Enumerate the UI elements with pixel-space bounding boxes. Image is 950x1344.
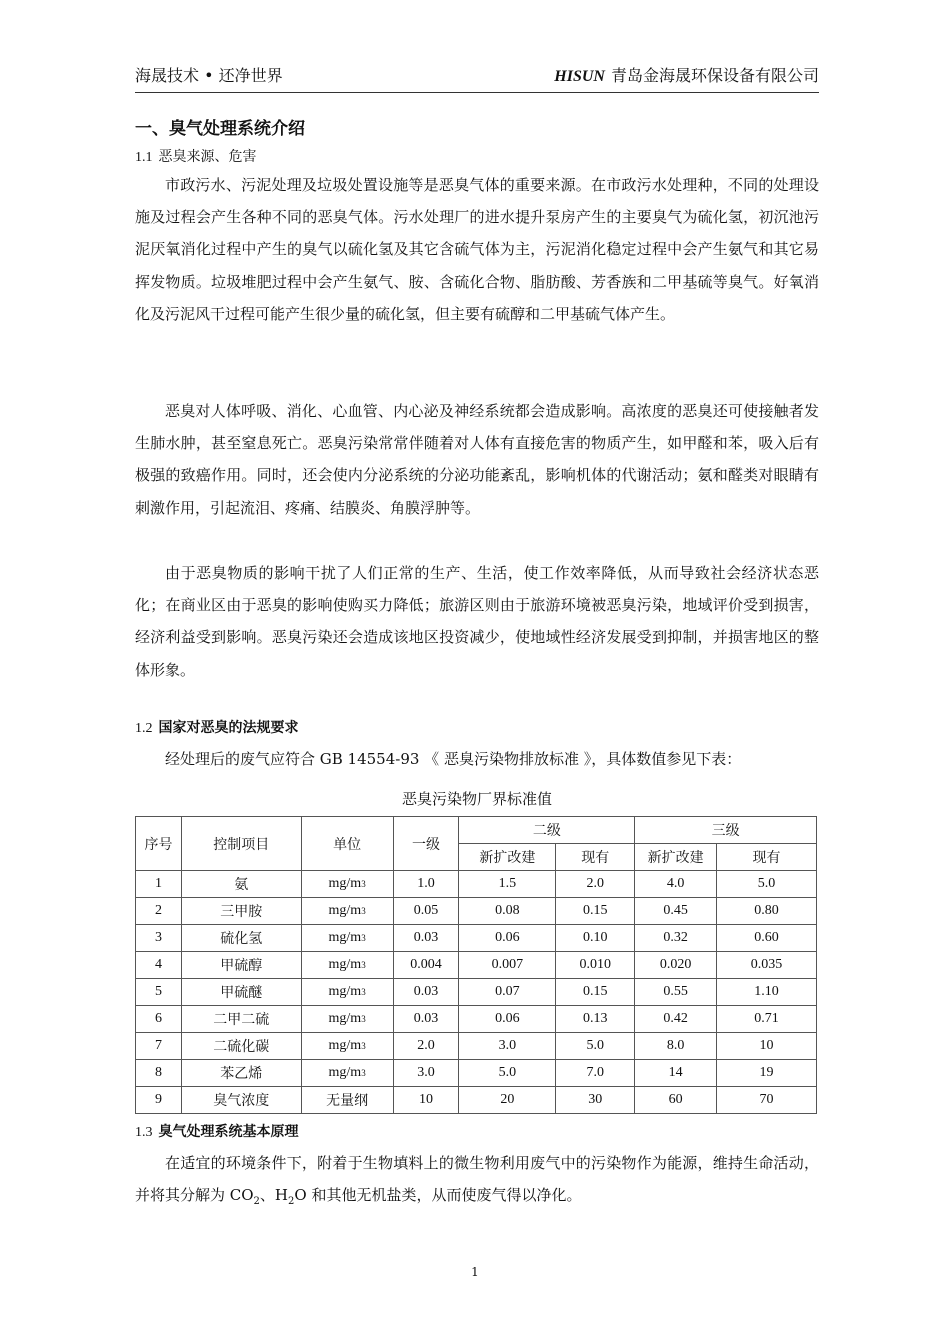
cell-no: 2 [136,898,182,925]
cell-grade3-existing: 0.80 [717,898,817,925]
cell-no: 6 [136,1006,182,1033]
cell-grade3-existing: 5.0 [717,871,817,898]
table-row [136,925,817,952]
cell-item: 甲硫醚 [181,979,301,1006]
table-row [136,1006,817,1033]
table-row [136,1060,817,1087]
paragraph-odor-sources: 市政污水、污泥处理及垃圾处置设施等是恶臭气体的重要来源。在市政污水处理种，不同的处理设施及过程会产生各种不同的恶臭气体。污水处理厂的进水提升泵房产生的主要臭气为硫化氢，初沉池污泥厌氧消化过程中产生的臭气以硫化氢及其它含硫气体为主，污泥消化稳定过程中会产生氨气和其它易挥发物质。垃圾堆肥过程中会产生氨气、胺、含硫化合物、脂肪酸、芳香族和二甲基硫等臭气。好氧消化及污泥风干过程可能产生很少量的硫化氢，但主要有硫醇和二甲基硫气体产生。 [135,176,819,323]
subscript-co2: 2 [253,1196,260,1208]
unit-text: mg/m [328,876,362,891]
odor-standards-table [135,816,817,1114]
unit-text: mg/m [328,1065,362,1080]
header-grade3-new: 新扩改建 [635,844,717,871]
subscript-h2o: 2 [288,1196,295,1208]
cell-item: 甲硫醇 [181,952,301,979]
page-number: 1 [471,1265,479,1279]
cell-grade3-existing: 10 [717,1033,817,1060]
header-grade3-existing: 现有 [717,844,817,871]
subsection-title: 国家对恶臭的法规要求 [158,720,299,736]
cell-no: 1 [136,871,182,898]
cell-grade1: 0.03 [393,925,459,952]
unit-text: mg/m [328,930,362,945]
cell-grade1: 3.0 [393,1060,459,1087]
cell-grade3-new: 0.45 [635,898,717,925]
unit-text: 无量纲 [326,1093,369,1109]
cell-item: 苯乙烯 [181,1060,301,1087]
cell-unit [301,1087,393,1114]
table-row [136,898,817,925]
cell-grade3-existing: 1.10 [717,979,817,1006]
cell-grade2-existing: 30 [556,1087,635,1114]
cell-grade2-new: 0.08 [459,898,556,925]
unit-superscript: 3 [361,933,366,943]
cell-grade2-new: 0.06 [459,925,556,952]
paragraph-principle [135,1147,819,1218]
cell-unit [301,979,393,1006]
cell-grade2-existing: 7.0 [556,1060,635,1087]
subsection-number: 1.3 [135,1125,153,1140]
principle-text-1: 在适宜的环境条件下，附着于生物填料上的微生物利用废气中的污染物作为能源，维持生命活动，并将其分解为 CO [135,1154,819,1205]
paragraph-standard: 经处理后的废气应符合 GB 14554-93 《 恶臭污染物排放标准 》，具体数值参见下表： [165,750,742,768]
cell-grade2-new: 5.0 [459,1060,556,1087]
cell-grade2-new: 0.07 [459,979,556,1006]
cell-no: 3 [136,925,182,952]
table-row [136,871,817,898]
cell-no: 5 [136,979,182,1006]
cell-grade2-new: 20 [459,1087,556,1114]
principle-text-2: 、H [259,1186,289,1205]
cell-grade3-new: 0.42 [635,1006,717,1033]
cell-unit [301,898,393,925]
cell-grade3-existing: 0.035 [717,952,817,979]
subsection-number: 1.1 [135,150,153,165]
cell-unit [301,925,393,952]
cell-grade1: 0.004 [393,952,459,979]
cell-grade2-existing: 0.15 [556,898,635,925]
cell-grade1: 1.0 [393,871,459,898]
table-row [136,1033,817,1060]
cell-grade2-existing: 0.010 [556,952,635,979]
cell-grade3-new: 8.0 [635,1033,717,1060]
unit-superscript: 3 [361,906,366,916]
cell-grade2-new: 3.0 [459,1033,556,1060]
subsection-1-2-heading [135,717,299,737]
cell-grade2-new: 0.06 [459,1006,556,1033]
table-row [136,979,817,1006]
header-grade3: 三级 [635,817,817,844]
cell-unit [301,952,393,979]
cell-grade3-new: 0.020 [635,952,717,979]
cell-no: 8 [136,1060,182,1087]
subsection-title: 恶臭来源、危害 [158,149,257,165]
unit-superscript: 3 [361,1068,366,1078]
cell-item: 二硫化碳 [181,1033,301,1060]
header-unit: 单位 [301,817,393,871]
cell-grade3-new: 60 [635,1087,717,1114]
cell-grade1: 0.03 [393,1006,459,1033]
cell-no: 7 [136,1033,182,1060]
company-name: 青岛金海晟环保设备有限公司 [610,66,819,85]
cell-no: 9 [136,1087,182,1114]
cell-item: 三甲胺 [181,898,301,925]
subsection-number: 1.2 [135,721,153,736]
cell-grade3-existing: 19 [717,1060,817,1087]
cell-grade3-existing: 70 [717,1087,817,1114]
unit-superscript: 3 [361,879,366,889]
cell-grade3-new: 0.32 [635,925,717,952]
unit-text: mg/m [328,957,362,972]
cell-grade3-existing: 0.60 [717,925,817,952]
cell-grade2-existing: 5.0 [556,1033,635,1060]
header-item: 控制项目 [181,817,301,871]
cell-unit [301,1033,393,1060]
cell-grade1: 2.0 [393,1033,459,1060]
cell-no: 4 [136,952,182,979]
cell-grade3-existing: 0.71 [717,1006,817,1033]
cell-grade3-new: 0.55 [635,979,717,1006]
unit-text: mg/m [328,1011,362,1026]
table-row [136,1087,817,1114]
cell-grade3-new: 14 [635,1060,717,1087]
brand-logo-text: HISUN [554,68,605,85]
cell-unit [301,1006,393,1033]
header-slogan: 海晟技术 • 还净世界 [135,66,283,85]
unit-superscript: 3 [361,1041,366,1051]
unit-text: mg/m [328,903,362,918]
header-grade2-existing: 现有 [556,844,635,871]
cell-grade2-existing: 0.13 [556,1006,635,1033]
cell-item: 硫化氢 [181,925,301,952]
header-grade2: 二级 [459,817,635,844]
subsection-title: 臭气处理系统基本原理 [158,1124,299,1140]
cell-grade2-existing: 2.0 [556,871,635,898]
subsection-1-3-heading [135,1121,299,1141]
header-company [554,63,819,86]
principle-text-3: O 和其他无机盐类，从而使废气得以净化。 [294,1186,582,1205]
cell-grade2-existing: 0.15 [556,979,635,1006]
section-title: 一、臭气处理系统介绍 [135,119,305,139]
cell-unit [301,871,393,898]
paragraph-health-effects: 恶臭对人体呼吸、消化、心血管、内心泌及神经系统都会造成影响。高浓度的恶臭还可使接触者发生肺水肿，甚至窒息死亡。恶臭污染常常伴随着对人体有直接危害的物质产生，如甲醛和苯，吸入后有极强的致癌作用。同时，还会使内分泌系统的分泌功能紊乱，影响机体的代谢活动；氨和醛类对眼睛有刺激作用，引起流泪、疼痛、结膜炎、角膜浮肿等。 [135,402,819,517]
cell-grade3-new: 4.0 [635,871,717,898]
cell-grade2-new: 0.007 [459,952,556,979]
cell-grade1: 0.03 [393,979,459,1006]
unit-text: mg/m [328,984,362,999]
unit-superscript: 3 [361,960,366,970]
table-row [136,952,817,979]
cell-grade2-new: 1.5 [459,871,556,898]
cell-grade1: 10 [393,1087,459,1114]
cell-grade2-existing: 0.10 [556,925,635,952]
paragraph-economic-effects: 由于恶臭物质的影响干扰了人们正常的生产、生活，使工作效率降低，从而导致社会经济状态恶化；在商业区由于恶臭的影响使购买力降低；旅游区则由于旅游环境被恶臭污染，地域评价受到损害，经济利益受到影响。恶臭污染还会造成该地区投资减少，使地域性经济发展受到抑制，并损害地区的整体形象。 [135,564,819,679]
header-grade2-new: 新扩改建 [459,844,556,871]
cell-grade1: 0.05 [393,898,459,925]
table-caption: 恶臭污染物厂界标准值 [401,790,552,808]
cell-item: 臭气浓度 [181,1087,301,1114]
page-header [135,64,819,93]
unit-superscript: 3 [361,987,366,997]
header-grade1: 一级 [393,817,459,871]
cell-unit [301,1060,393,1087]
unit-text: mg/m [328,1038,362,1053]
subsection-1-1-heading [135,146,257,166]
unit-superscript: 3 [361,1014,366,1024]
cell-item: 氨 [181,871,301,898]
cell-item: 二甲二硫 [181,1006,301,1033]
header-no: 序号 [136,817,182,871]
